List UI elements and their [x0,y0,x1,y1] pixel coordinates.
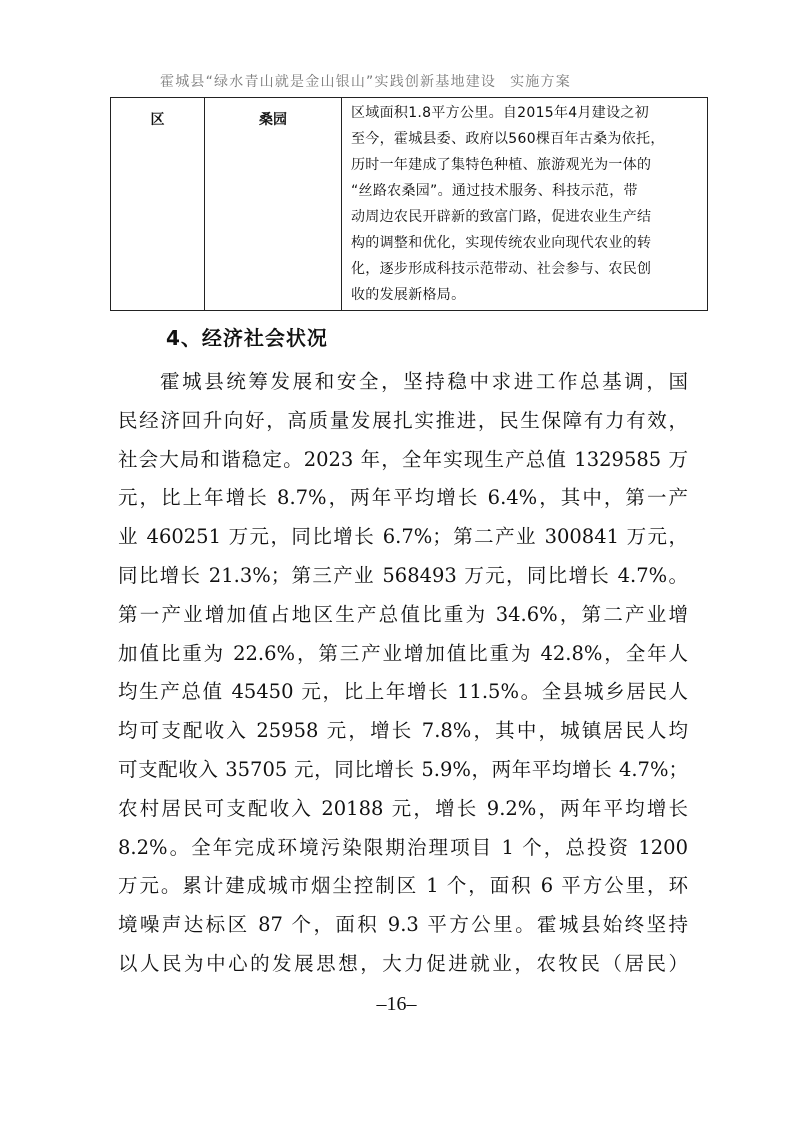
body-line: 民经济回升向好，高质量发展扎实推进，民生保障有力有效， [118,408,688,432]
body-line: 以人民为中心的发展思想，大力促进就业，农牧民（居民） [118,951,688,975]
description-line: 构的调整和优化，实现传统农业向现代农业的转 [351,235,652,251]
description-line: 区域面积1.8平方公里。自2015年4月建设之初 [351,105,649,121]
description-line: 化，逐步形成科技示范带动、社会参与、农民创 [351,261,652,277]
body-line: 8.2%。全年完成环境污染限期治理项目 1 个，总投资 1200 [118,835,688,859]
header-title: 霍城县“绿水青山就是金山银山”实践创新基地建设 [160,74,497,90]
body-line: 同比增长 21.3%；第三产业 568493 万元，同比增长 4.7%。 [118,563,688,587]
table-cell-category: 区 [111,98,205,311]
table-row [111,98,708,311]
section-heading: 4、经济社会状况 [166,326,328,350]
table-cell-description [342,98,708,311]
description-line: 收的发展新格局。 [351,287,466,303]
body-line: 均生产总值 45450 元，比上年增长 11.5%。全县城乡居民人 [118,680,688,704]
body-line: 第一产业增加值占地区生产总值比重为 34.6%，第二产业增 [118,602,688,626]
description-line: 动周边农民开辟新的致富门路，促进农业生产结 [351,209,652,225]
description-line: 历时一年建成了集特色种植、旅游观光为一体的 [351,157,652,173]
body-line: 境噪声达标区 87 个，面积 9.3 平方公里。霍城县始终坚持 [118,913,688,937]
body-line: 加值比重为 22.6%，第三产业增加值比重为 42.8%，全年人 [118,641,688,665]
body-line: 均可支配收入 25958 元，增长 7.8%，其中，城镇居民人均 [118,719,688,743]
body-line: 霍城县统筹发展和安全，坚持稳中求进工作总基调，国 [160,370,688,393]
header-subtitle: 实施方案 [510,74,571,90]
body-line: 社会大局和谐稳定。2023 年，全年实现生产总值 1329585 万 [118,447,688,471]
body-line: 可支配收入 35705 元，同比增长 5.9%，两年平均增长 4.7%； [118,757,688,781]
demo-zone-table [110,97,708,311]
body-line: 农村居民可支配收入 20188 元，增长 9.2%，两年平均增长 [118,796,688,820]
body-paragraph [118,363,688,984]
body-line: 元，比上年增长 8.7%，两年平均增长 6.4%，其中，第一产 [118,486,688,510]
body-line: 万元。累计建成城市烟尘控制区 1 个，面积 6 平方公里，环 [118,874,688,898]
description-line: “丝路农桑园”。通过技术服务、科技示范，带 [351,183,638,199]
body-line: 业 460251 万元，同比增长 6.7%；第二产业 300841 万元， [118,525,688,549]
table-cell-name: 桑园 [205,98,342,311]
running-header [160,71,680,91]
page-number: –16– [376,993,417,1015]
description-line: 至今，霍城县委、政府以560棵百年古桑为依托， [351,131,665,147]
